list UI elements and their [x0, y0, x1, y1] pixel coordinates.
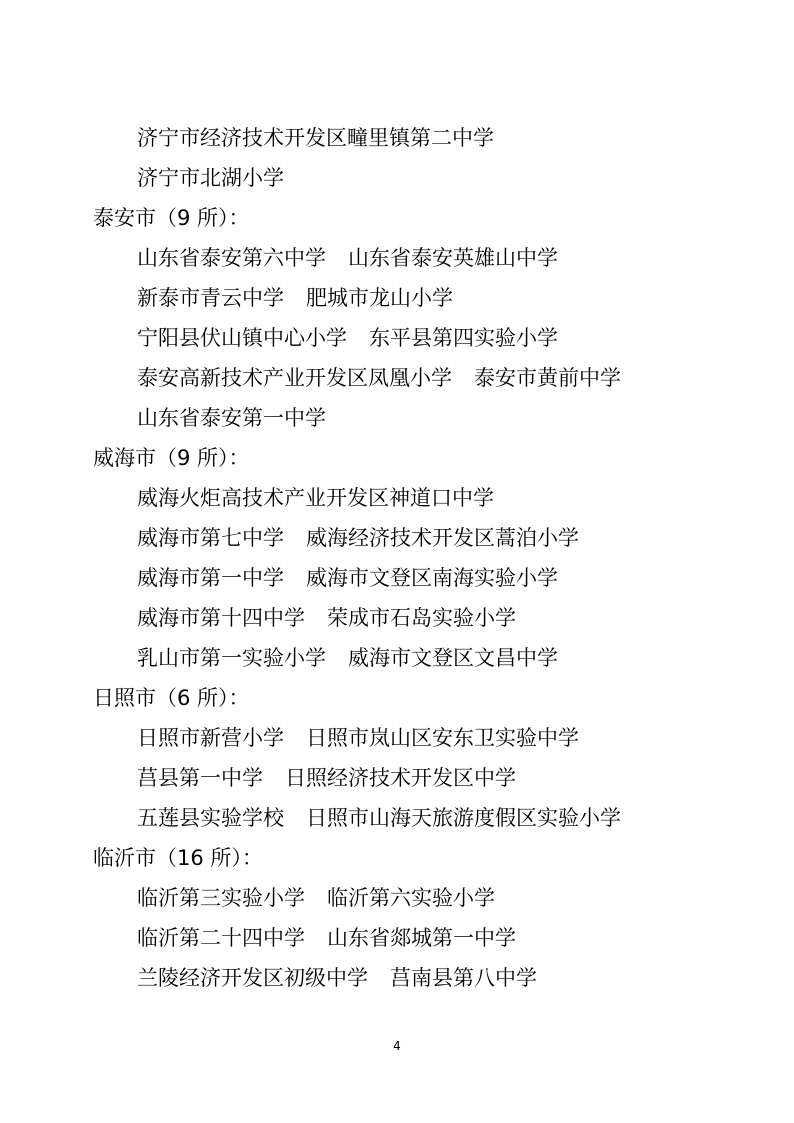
- school-name: 日照市新营小学: [137, 726, 284, 750]
- school-line: [0, 238, 794, 278]
- school-line: [0, 598, 794, 638]
- school-name: 临沂第二十四中学: [137, 926, 305, 950]
- school-name: 日照市山海天旅游度假区实验小学: [306, 806, 621, 830]
- school-name: 威海火炬高技术产业开发区神道口中学: [137, 486, 494, 510]
- school-line: [0, 958, 794, 998]
- school-line: [0, 358, 794, 398]
- school-name: 新泰市青云中学: [137, 286, 284, 310]
- school-line: [0, 718, 794, 758]
- school-name: 济宁市经济技术开发区疃里镇第二中学: [137, 126, 494, 150]
- page-number: 4: [393, 1039, 401, 1053]
- document-body: [0, 118, 794, 998]
- school-name: 东平县第四实验小学: [369, 326, 558, 350]
- city-heading: 临沂市（16 所）：: [93, 846, 263, 870]
- school-line: [0, 918, 794, 958]
- school-name: 威海市第七中学: [137, 526, 284, 550]
- school-name: 威海经济技术开发区蒿泊小学: [306, 526, 579, 550]
- school-name: 泰安高新技术产业开发区凤凰小学: [137, 366, 452, 390]
- school-name: 威海市文登区南海实验小学: [306, 566, 558, 590]
- school-line: [0, 118, 794, 158]
- school-line: [0, 158, 794, 198]
- school-name: 兰陵经济开发区初级中学: [137, 966, 368, 990]
- school-name: 日照市岚山区安东卫实验中学: [306, 726, 579, 750]
- school-name: 济宁市北湖小学: [137, 166, 284, 190]
- school-name: 临沂第三实验小学: [137, 886, 305, 910]
- city-heading: 泰安市（9 所）：: [93, 206, 250, 230]
- school-name: 宁阳县伏山镇中心小学: [137, 326, 347, 350]
- school-name: 五莲县实验学校: [137, 806, 284, 830]
- school-name: 山东省泰安第一中学: [137, 406, 326, 430]
- school-name: 威海市第一中学: [137, 566, 284, 590]
- city-heading: 威海市（9 所）：: [93, 446, 250, 470]
- school-line: [0, 878, 794, 918]
- school-name: 威海市文登区文昌中学: [348, 646, 558, 670]
- school-line: [0, 398, 794, 438]
- school-line: [0, 638, 794, 678]
- school-name: 山东省泰安第六中学: [137, 246, 326, 270]
- school-name: 日照经济技术开发区中学: [285, 766, 516, 790]
- school-line: [0, 318, 794, 358]
- school-name: 莒县第一中学: [137, 766, 263, 790]
- school-line: [0, 558, 794, 598]
- school-line: [0, 278, 794, 318]
- city-heading: 日照市（6 所）：: [93, 686, 250, 710]
- school-name: 荣成市石岛实验小学: [327, 606, 516, 630]
- school-line: [0, 518, 794, 558]
- school-name: 肥城市龙山小学: [306, 286, 453, 310]
- school-line: [0, 478, 794, 518]
- school-name: 莒南县第八中学: [390, 966, 537, 990]
- school-name: 泰安市黄前中学: [474, 366, 621, 390]
- school-name: 威海市第十四中学: [137, 606, 305, 630]
- school-line: [0, 798, 794, 838]
- school-name: 乳山市第一实验小学: [137, 646, 326, 670]
- school-name: 山东省泰安英雄山中学: [348, 246, 558, 270]
- school-line: [0, 758, 794, 798]
- school-name: 临沂第六实验小学: [327, 886, 495, 910]
- school-name: 山东省郯城第一中学: [327, 926, 516, 950]
